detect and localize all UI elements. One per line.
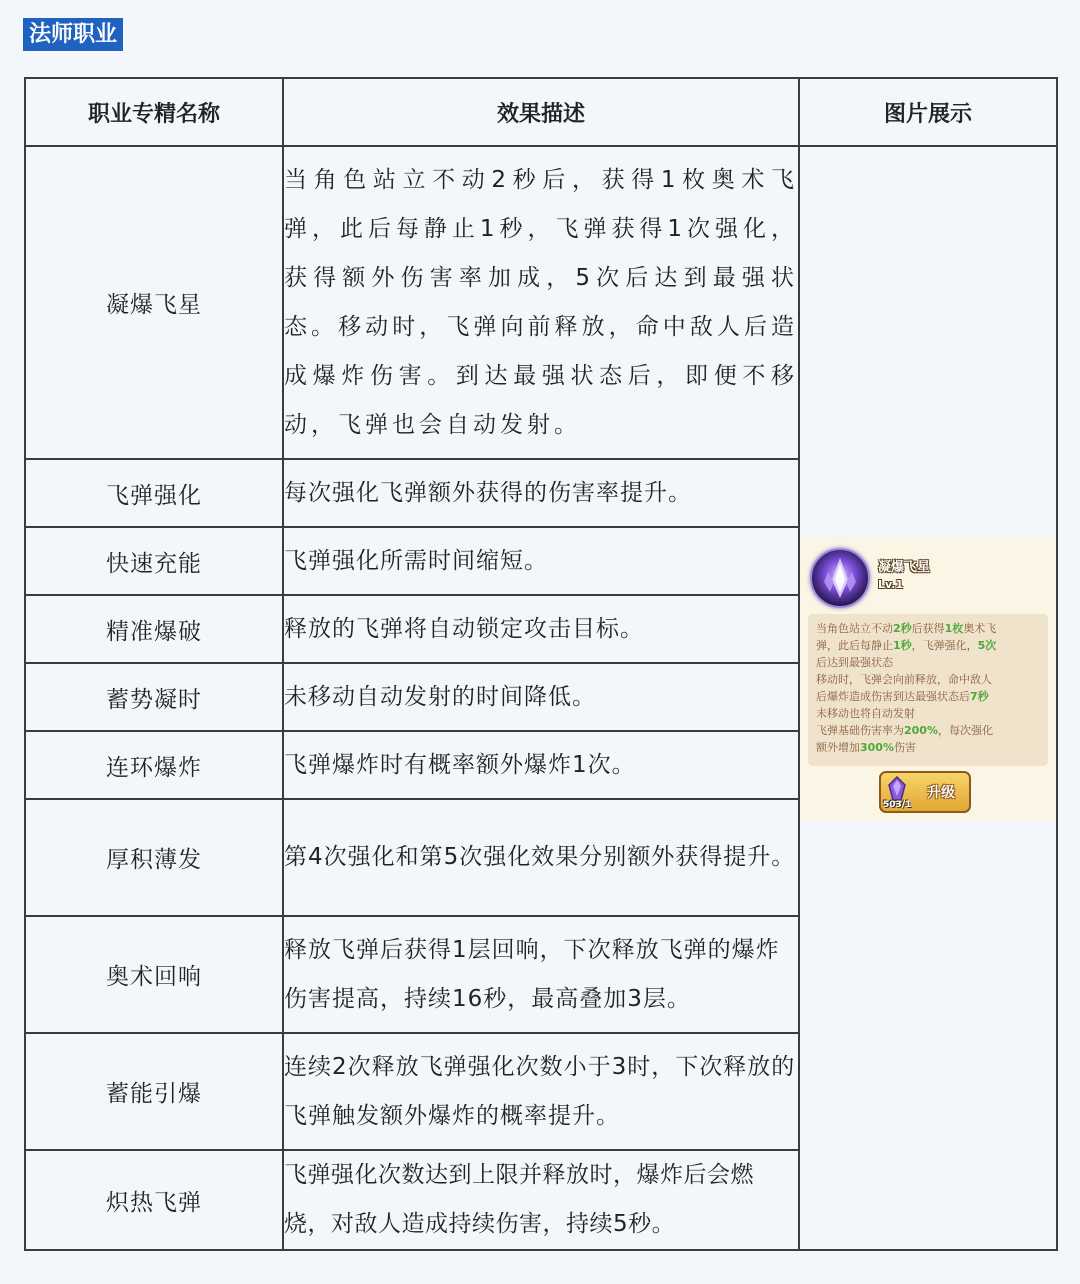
skill-value-highlight: 1秒 [893,638,912,652]
skill-description-line [816,671,1044,688]
effect-description: 连续2次释放飞弹强化次数小于3时，下次释放的飞弹触发额外爆炸的概率提升。 [283,1033,799,1150]
upgrade-label: 升级 [927,784,955,801]
table-header-row [25,78,1057,146]
skill-description-text: 移动时，飞弹会向前释放，命中敌人 [816,672,992,686]
specialization-name: 连环爆炸 [25,731,283,799]
specialization-name: 飞弹强化 [25,459,283,527]
skill-description-line [816,705,1044,722]
skill-description-line [816,620,1044,637]
effect-description: 释放的飞弹将自动锁定攻击目标。 [283,595,799,663]
skill-value-highlight: 5次 [977,638,997,652]
specialization-name: 炽热飞弹 [25,1150,283,1250]
specialization-name: 快速充能 [25,527,283,595]
specialization-name: 精准爆破 [25,595,283,663]
skill-value-highlight: 1枚 [944,621,964,635]
purple-gem-icon [886,776,908,802]
effect-description: 飞弹爆炸时有概率额外爆炸1次。 [283,731,799,799]
arcane-crystal-icon [810,548,870,608]
header-description: 效果描述 [283,78,799,146]
skill-description-text: 飞弹基础伤害率为 [816,723,904,737]
skill-value-highlight: 200% [904,723,938,737]
header-image: 图片展示 [799,78,1057,146]
upgrade-button[interactable] [879,771,971,813]
effect-description: 释放飞弹后获得1层回响，下次释放飞弹的爆炸伤害提高，持续16秒，最高叠加3层。 [283,916,799,1033]
effect-description: 每次强化飞弹额外获得的伤害率提升。 [283,459,799,527]
skill-description-text: 弹，此后每静止 [816,638,893,652]
skill-value-highlight: 2秒 [893,621,912,635]
specialization-name: 奥术回响 [25,916,283,1033]
specialization-name: 蓄能引爆 [25,1033,283,1150]
header-name: 职业专精名称 [25,78,283,146]
specialization-name: 厚积薄发 [25,799,283,916]
skill-description [808,614,1048,766]
effect-description: 未移动自动发射的时间降低。 [283,663,799,731]
skill-description-line [816,739,1044,756]
effect-description: 飞弹强化所需时间缩短。 [283,527,799,595]
skill-description-line [816,637,1044,654]
skill-description-text: 未移动也将自动发射 [816,706,915,720]
upgrade-cost-count: 503/1 [883,799,912,810]
image-cell [799,146,1057,1250]
specialization-name: 蓄势凝时 [25,663,283,731]
skill-description-text: 额外增加 [816,740,860,754]
specialization-name: 凝爆飞星 [25,146,283,459]
skill-card [800,536,1056,821]
skill-description-text: 后获得 [911,621,945,635]
table-row [25,146,1057,459]
skill-description-text: 当角色站立不动 [816,621,893,635]
skill-description-text: 后爆炸造成伤害到达最强状态后 [816,689,970,703]
skill-level: Lv.1 [878,577,904,591]
skill-value-highlight: 7秒 [970,689,989,703]
skill-description-line [816,688,1044,705]
skill-name: 凝爆飞星 [878,559,931,575]
skill-description-text: 奥术飞 [963,621,997,635]
skill-description-text: ，每次强化 [937,723,993,737]
skill-description-line [816,654,1044,671]
section-title: 法师职业 [23,18,123,51]
skill-description-line [816,722,1044,739]
skill-description-text: ，飞弹强化， [911,638,978,652]
skill-description-text: 伤害 [893,740,916,754]
effect-description: 当角色站立不动2秒后，获得1枚奥术飞弹，此后每静止1秒，飞弹获得1次强化，获得额外伤害率加成，5次后达到最强状态。移动时，飞弹向前释放，命中敌人后造成爆炸伤害。到达最强状态后，即便不移动，飞弹也会自动发射。 [283,146,799,459]
effect-description: 第4次强化和第5次强化效果分别额外获得提升。 [283,799,799,916]
skill-description-text: 后达到最强状态 [816,655,893,669]
effect-description: 飞弹强化次数达到上限并释放时，爆炸后会燃烧，对敌人造成持续伤害，持续5秒。 [283,1150,799,1250]
specialization-table [24,77,1058,1251]
skill-value-highlight: 300% [860,740,894,754]
